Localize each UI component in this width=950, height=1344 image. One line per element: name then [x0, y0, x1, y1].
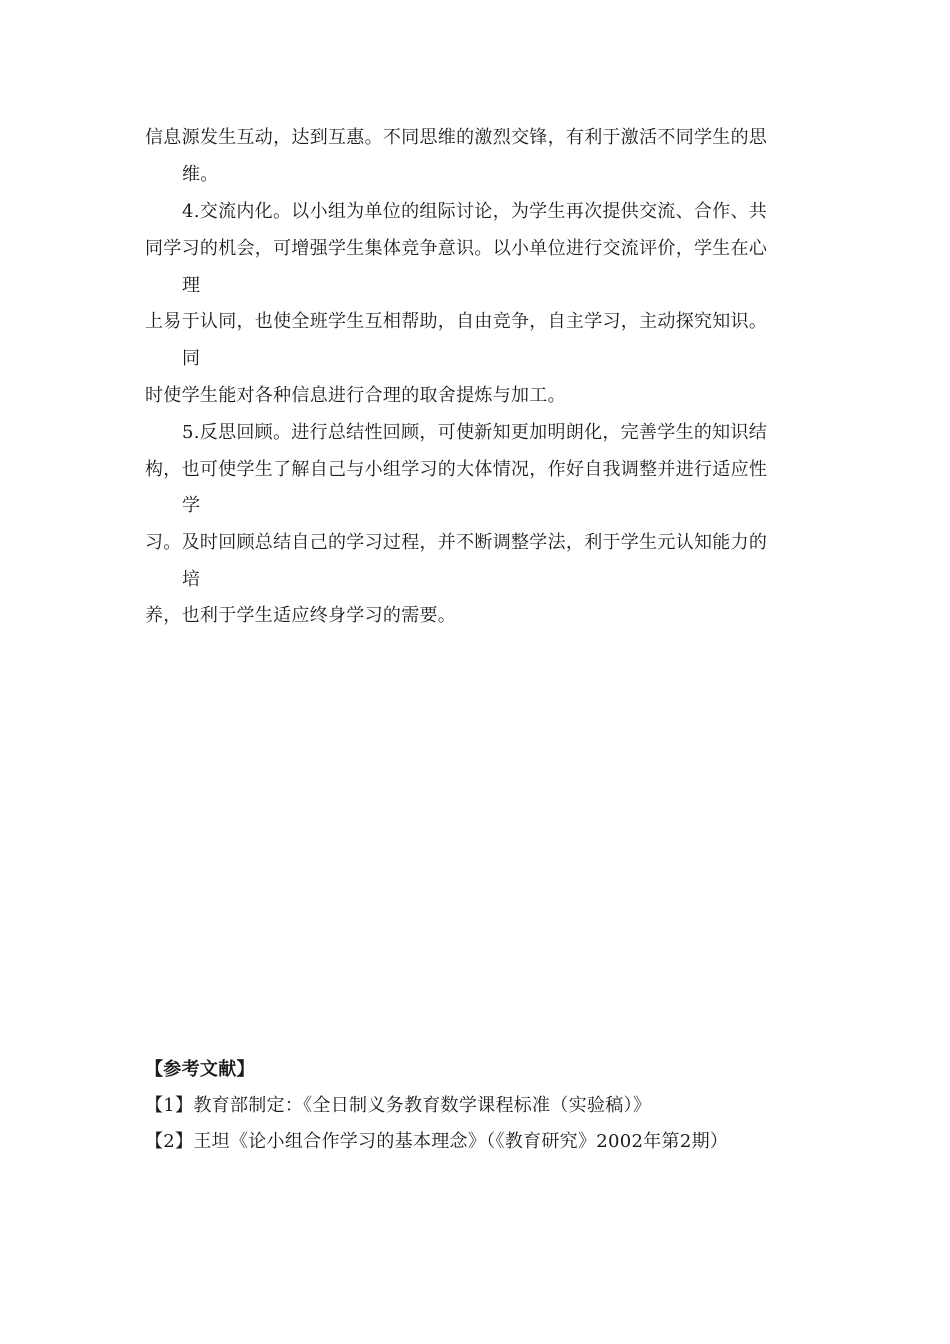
body-line: 养，也利于学生适应终身学习的需要。 — [145, 605, 457, 626]
body-line: 培 — [182, 569, 201, 590]
body-line: 同 — [182, 348, 201, 369]
body-line: 构，也可使学生了解自己与小组学习的大体情况，作好自我调整并进行适应性 — [145, 459, 768, 480]
references-title: 【参考文献】 — [145, 1059, 255, 1080]
body-line: 时使学生能对各种信息进行合理的取舍提炼与加工。 — [145, 385, 566, 406]
body-line: 上易于认同，也使全班学生互相帮助，自由竞争，自主学习，主动探究知识。 — [145, 311, 768, 332]
body-line: 学 — [182, 495, 201, 516]
reference-item: 【1】教育部制定：《全日制义务教育数学课程标准（实验稿）》 — [145, 1095, 652, 1116]
body-line: 信息源发生互动，达到互惠。不同思维的激烈交锋，有利于激活不同学生的思 — [145, 127, 768, 148]
reference-item: 【2】王坦《论小组合作学习的基本理念》（《教育研究》2002年第2期） — [145, 1131, 729, 1152]
body-line: 5.反思回顾。进行总结性回顾，可使新知更加明朗化，完善学生的知识结 — [182, 422, 768, 443]
body-line: 同学习的机会，可增强学生集体竞争意识。以小单位进行交流评价，学生在心 — [145, 238, 768, 259]
body-line: 维。 — [182, 164, 219, 185]
body-line: 4.交流内化。以小组为单位的组际讨论，为学生再次提供交流、合作、共 — [182, 201, 768, 222]
body-line: 理 — [182, 275, 201, 296]
body-line: 习。及时回顾总结自己的学习过程，并不断调整学法，利于学生元认知能力的 — [145, 532, 768, 553]
